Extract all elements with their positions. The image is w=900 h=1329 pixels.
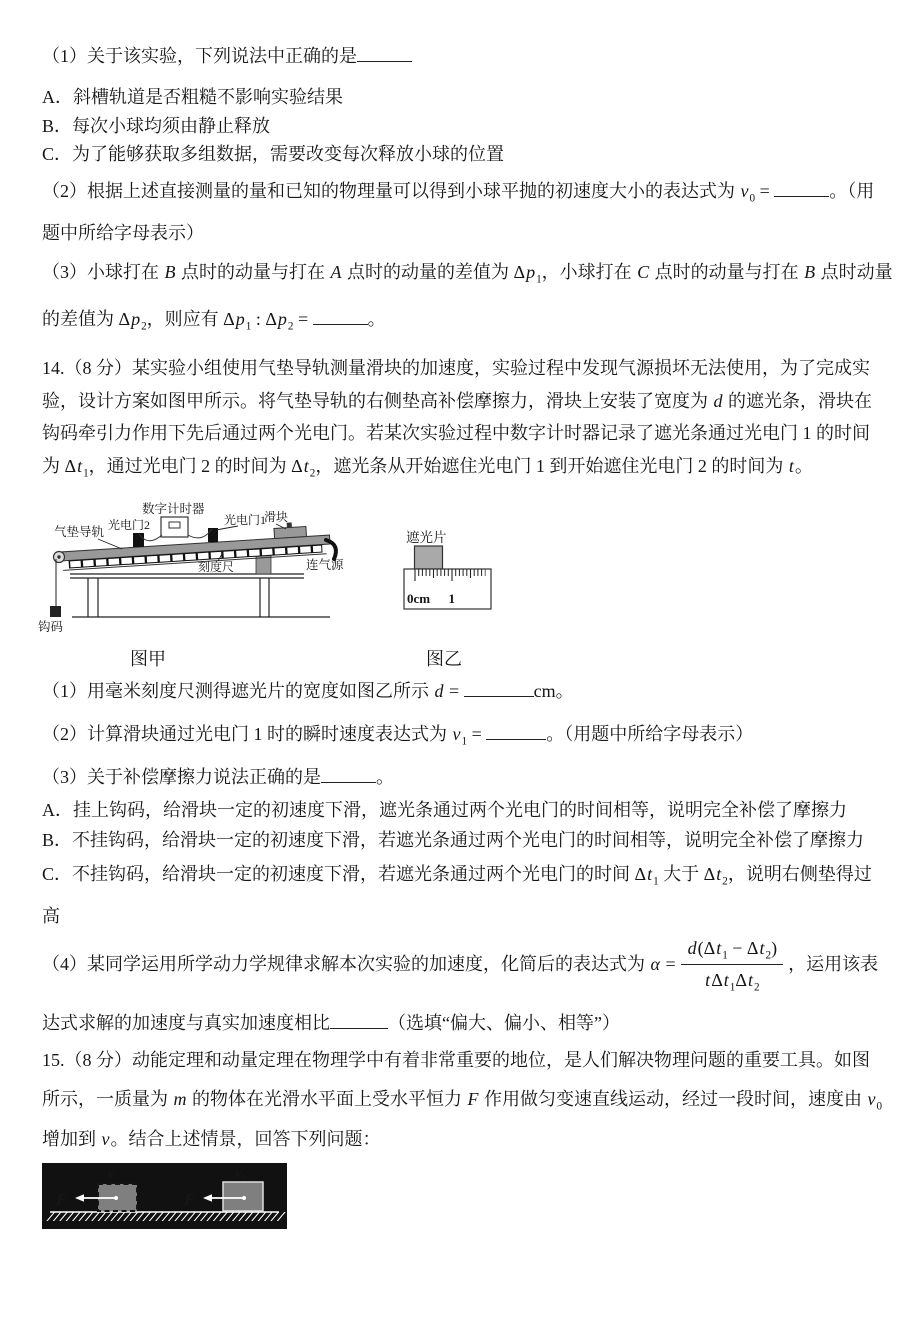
math-var: t [759,938,765,959]
ruler-zero-label: 0cm [407,591,431,606]
answer-blank [486,722,546,740]
math-subscript: 2 [753,981,760,994]
math-var: t [647,864,653,884]
math-var: v [740,181,749,201]
fig-jia-caption: 图甲 [130,649,166,669]
math-subscript: 1 [83,467,89,480]
math-subscript: 0 [876,1100,883,1113]
answer-blank [464,679,534,697]
math-var: B [164,262,176,282]
q14-option-c-line2: 高 [42,906,60,926]
table [70,574,330,617]
math-subscript: 1 [729,981,736,994]
light-strip [415,546,443,569]
fraction-numerator: $d(\Delta t_1 - \Delta t_2)$ [681,935,784,964]
light-strip-label: 遮光片 [406,530,447,545]
math-var: α [650,953,660,974]
math-subscript: 2 [287,320,294,333]
velocity-v-label: v [108,1167,115,1182]
answer-blank [313,307,368,325]
answer-blank [774,179,829,197]
math-var: C [637,262,650,282]
math-var: t [303,456,309,476]
q14-sub3-line: （3）关于补偿摩擦力说法正确的是 。 [42,764,868,790]
math-subscript: 1 [536,273,542,286]
math-subscript: 2 [765,950,772,962]
photogate-2 [133,533,144,547]
q13-part3-line2: 的差值为 $\Delta p_2$，则应有 $\Delta p_1$ : $\Delta p_2$ = 。 [42,306,868,332]
force-blocks-diagram [42,1163,287,1229]
q13-part3-line1: （3）小球打在 B 点时的动量与打在 A 点时的动量的差值为 $\Delta p_1$，小球打在 C 点时的动量与打在 B 点时动量 [42,262,893,286]
q13-part2-line1: （2）根据上述直接测量的量和已知的物理量可以得到小球平抛的初速度大小的表达式为 $v_0$ = 。（用 [42,178,868,204]
q15-intro-line3: 增加到 v。结合上述情景，回答下列问题： [42,1129,381,1149]
pulley-hub [57,555,60,558]
track-label: 气垫导轨 [54,525,105,539]
math-subscript: 2 [722,875,728,888]
ruler-label: 刻度尺 [198,560,235,574]
math-var: v [867,1089,876,1109]
q15-intro-line1: 15.（8 分）动能定理和动量定理在物理学中有着非常重要的地位，是人们解决物理问题的重要工具。如图 [42,1050,870,1070]
math-subscript: 1 [245,320,252,333]
q14-intro-line4: 为 $\Delta t_1$，通过光电门 2 的时间为 $\Delta t_2$，遮光条从开始遮住光电门 1 到开始遮住光电门 2 的时间为 t。 [42,456,813,480]
math-var: m [173,1089,187,1109]
q15-intro-line2: 所示，一质量为 m 的物体在光滑水平面上受水平恒力 F 作用做匀变速直线运动，经过一段时间，速度由 $v_0$ [42,1089,883,1113]
q13-option-b: B．每次小球均须由静止释放 [42,116,271,136]
answer-blank [321,765,376,783]
fig-yi-caption: 图乙 [426,649,462,669]
q14-intro-line1: 14.（8 分）某实验小组使用气垫导轨测量滑块的加速度，实验过程中发现气源损坏无法使用，为了完成实 [42,358,870,378]
math-var: v [452,724,461,744]
math-var: t [716,864,722,884]
math-var: p [277,309,287,329]
gate2-label: 光电门2 [108,518,151,532]
math-var: t [747,969,753,990]
q14-sub4-pre: （4）某同学运用所学动力学规律求解本次实验的加速度，化简后的表达式为 α = [42,953,676,974]
math-var: v [101,1129,110,1149]
weight-label: 钩码 [38,620,64,634]
q14-sub4-line1 [42,933,879,995]
q14-sub4-post: ，运用该表 [788,953,879,974]
acceleration-formula-fraction [681,935,784,992]
gate1-label: 光电门1 [224,513,267,527]
math-subscript: 1 [461,735,468,748]
light-strip-ruler-diagram [393,516,531,618]
q14-intro-line2: 验，设计方案如图甲所示。将气垫导轨的右侧垫高补偿摩擦力，滑块上安装了宽度为 d 的遮光条，滑块在 [42,391,872,411]
math-var: p [131,309,141,329]
math-subscript: 2 [309,467,316,480]
hanging-weight [50,606,61,617]
force-f-right-label: F [184,1190,196,1209]
math-var: t [788,456,794,476]
answer-blank [357,44,412,62]
slider-label: 滑块 [264,510,289,524]
air-source-label: 连气源 [306,558,344,572]
math-var: p [235,309,245,329]
math-var: d [687,938,697,959]
math-var: t [77,456,83,476]
velocity-v0-label: v₀ [235,1166,247,1181]
q13-part1-line: （1）关于该实验，下列说法中正确的是 [42,43,868,69]
math-var: t [705,969,711,990]
q14-option-a: A．挂上钩码，给滑块一定的初速度下滑，遮光条通过两个光电门的时间相等，说明完全补偿了摩擦力 [42,800,847,820]
q13-option-c: C．为了能够获取多组数据，需要改变每次释放小球的位置 [42,144,505,164]
slider-block [274,527,307,539]
q14-option-c-line1: C．不挂钩码，给滑块一定的初速度下滑，若遮光条通过两个光电门的时间 $\Delta t_1$ 大于 $\Delta t_2$，说明右侧垫得过 [42,864,872,888]
q14-sub1-line: （1）用毫米刻度尺测得遮光片的宽度如图乙所示 d = cm。 [42,678,868,704]
math-subscript: 1 [722,950,728,962]
math-var: A [330,262,342,282]
track-label-leader [98,539,122,549]
math-var: p [526,262,536,282]
ruler-one-label: 1 [448,591,455,606]
timer-label: 数字计时器 [142,502,205,516]
math-var: B [804,262,816,282]
force-f-left-label: F [56,1190,68,1209]
math-var: d [434,681,444,701]
fraction-denominator: $t\Delta t_1\Delta t_2$ [705,969,760,994]
math-var: d [713,391,723,411]
q13-option-a: A．斜槽轨道是否粗糙不影响实验结果 [42,87,343,107]
math-var: F [467,1089,479,1109]
q14-sub2-line: （2）计算滑块通过光电门 1 时的瞬时速度表达式为 $v_1$ = 。（用题中所给字母表示） [42,721,868,747]
math-subscript: 0 [749,192,756,205]
answer-blank [330,1011,388,1029]
math-var: t [723,969,729,990]
q14-sub4-line2: 达式求解的加速度与真实加速度相比 （选填“偏大、偏小、相等”） [42,1010,868,1036]
q14-option-b: B．不挂钩码，给滑块一定的初速度下滑，若遮光条通过两个光电门的时间相等，说明完全补偿了摩擦力 [42,830,865,850]
math-var: t [716,938,722,959]
q14-intro-line3: 钩码牵引力作用下先后通过两个光电门。若某次实验过程中数字计时器记录了遮光条通过光电门 1 的时间 [42,423,870,443]
timer-display [169,522,180,528]
math-subscript: 1 [653,875,659,888]
q13-part2-line2: 题中所给字母表示） [42,223,204,243]
math-subscript: 2 [141,320,147,333]
air-track-diagram [36,492,398,642]
